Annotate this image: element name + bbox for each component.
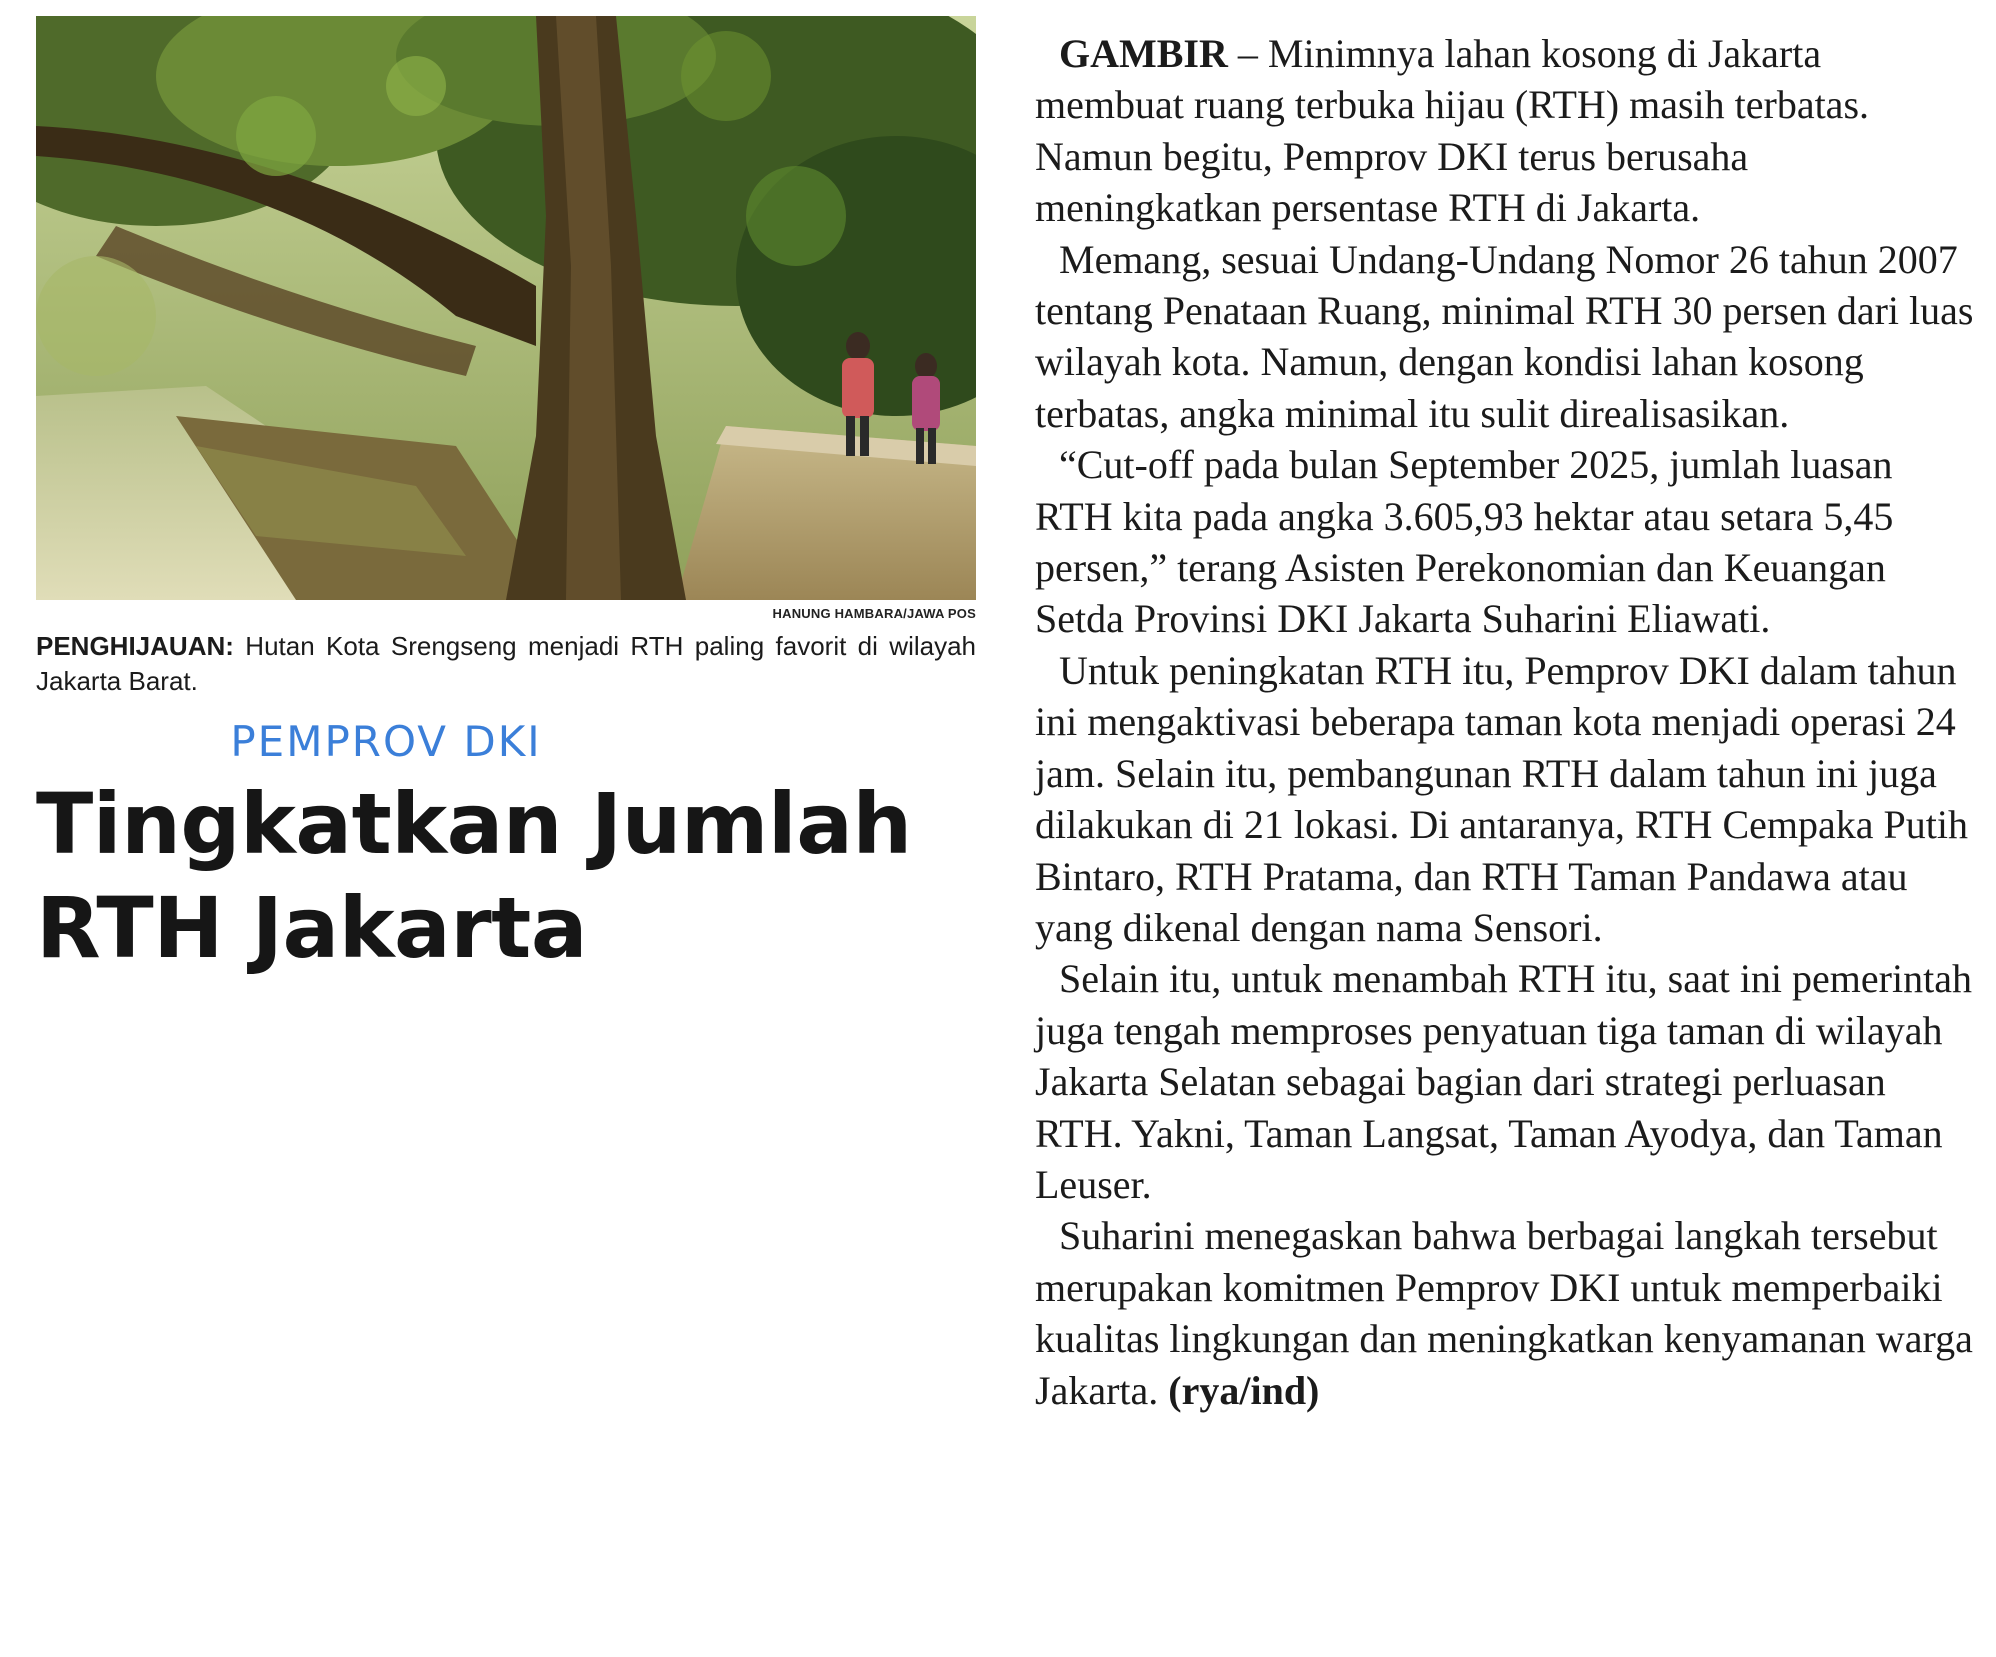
photo-credit: HANUNG HAMBARA/JAWA POS: [772, 606, 976, 621]
paragraph-4: Untuk peningkatan RTH itu, Pemprov DKI dalam tahun ini mengaktivasi beberapa taman kota menjadi operasi 24 jam. Selain itu, pembangunan RTH dalam tahun ini juga dilakukan di 21 lokasi. Di antaranya, RTH Cempaka Putih Bintaro, RTH Pratama, dan RTH Taman Pandawa atau yang dikenal dengan nama Sensori.: [1035, 647, 1968, 950]
photo-caption: [36, 629, 976, 699]
caption-label: PENGHIJAUAN:: [36, 631, 234, 661]
paragraph-5: Selain itu, untuk menambah RTH itu, saat ini pemerintah juga tengah memproses penyatuan tiga taman di wilayah Jakarta Selatan sebagai bagian dari strategi perluasan RTH. Yakni, Taman Langsat, Taman Ayodya, dan Taman Leuser.: [1035, 956, 1972, 1207]
paragraph-1-text: – Minimnya lahan kosong di Jakarta membuat ruang terbuka hijau (RTH) masih terbatas. Namun begitu, Pemprov DKI terus berusaha meningkatkan persentase RTH di Jakarta.: [1035, 31, 1870, 231]
headline: [36, 772, 976, 980]
article-body: [1035, 28, 1975, 1416]
paragraph-6: [1035, 1210, 1975, 1416]
paragraph-3: “Cut-off pada bulan September 2025, jumlah luasan RTH kita pada angka 3.605,93 hektar atau setara 5,45 persen,” terang Asisten Perekonomian dan Keuangan Setda Provinsi DKI Jakarta Suharini Eliawati.: [1035, 442, 1894, 642]
paragraph-1: [1035, 28, 1975, 234]
byline: (rya/ind): [1168, 1367, 1320, 1413]
section-kicker: PEMPROV DKI: [230, 717, 542, 766]
caption-text: Hutan Kota Srengseng menjadi RTH paling favorit di wilayah Jakarta Barat.: [36, 631, 976, 696]
paragraph-6-text: Suharini menegaskan bahwa berbagai langkah tersebut merupakan komitmen Pemprov DKI untuk memperbaiki kualitas lingkungan dan meningkatkan kenyamanan warga Jakarta.: [1035, 1213, 1973, 1413]
headline-line-1: Tingkatkan Jumlah: [36, 775, 912, 873]
headline-line-2: RTH Jakarta: [36, 879, 587, 977]
article-photo: [36, 16, 976, 600]
dateline: GAMBIR: [1059, 31, 1228, 76]
forest-photo-illustration: [36, 16, 976, 600]
left-column: [36, 16, 976, 980]
paragraph-2: Memang, sesuai Undang-Undang Nomor 26 tahun 2007 tentang Penataan Ruang, minimal RTH 30 persen dari luas wilayah kota. Namun, dengan kondisi lahan kosong terbatas, angka minimal itu sulit direalisasikan.: [1035, 236, 1974, 436]
